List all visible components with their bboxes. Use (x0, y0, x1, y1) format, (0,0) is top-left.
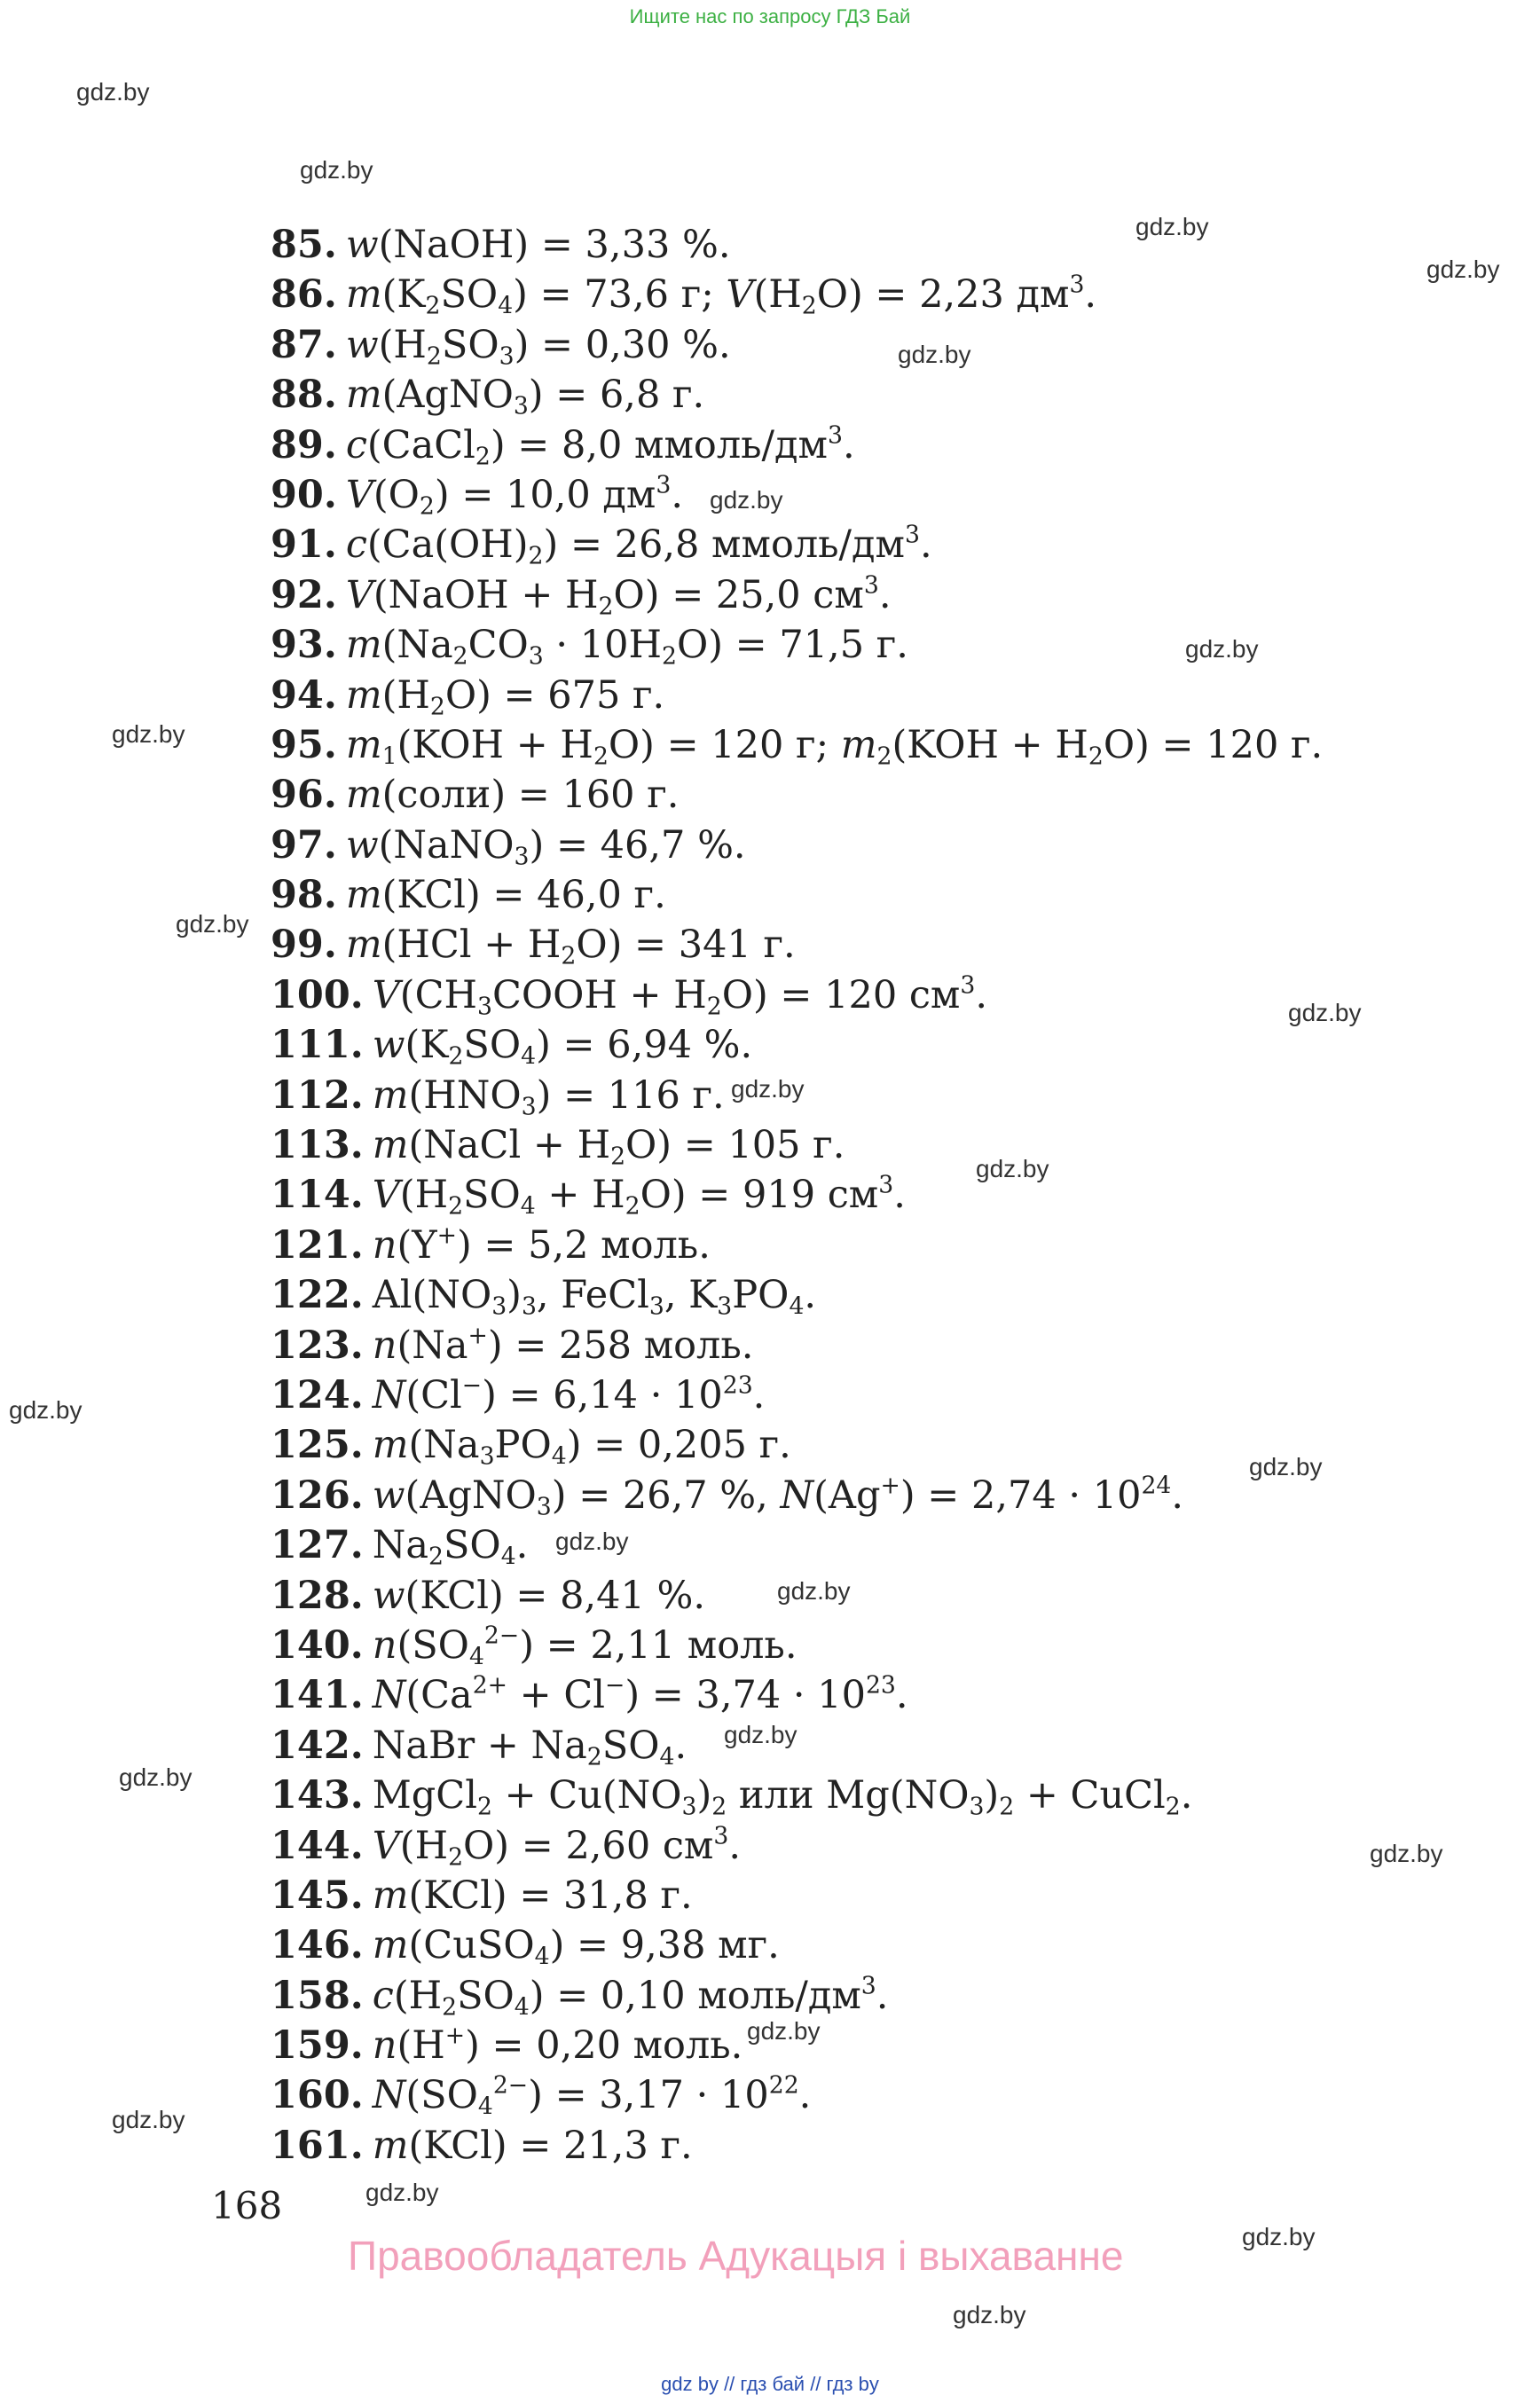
answer-number: 128. (271, 1573, 364, 1618)
watermark: gdz.by (112, 2106, 185, 2133)
answer-text: c(CaCl$_2$) = 8,0 ммоль/$дм^3$. (345, 421, 855, 471)
watermark: gdz.by (1242, 2223, 1316, 2250)
watermark: gdz.by (731, 1075, 805, 1103)
answer-number: 158. (271, 1973, 364, 2018)
answer-text: $m(Na_3PO_4) = 0,205$ г. (372, 1423, 791, 1471)
answer-text: m(CuSO$_4$) = 9,38 мг. (372, 1923, 780, 1971)
watermark: gdz.by (898, 341, 971, 368)
watermark: gdz.by (1370, 1840, 1443, 1867)
answer-text: $Al(NO_3)_3$, FeCl$_3$, $K_3PO_4$. (372, 1273, 817, 1321)
answer-number: 85. (271, 223, 337, 267)
answer-text: $m(H_2O) = 675$ г. (345, 672, 665, 720)
answer-item (271, 770, 1323, 820)
answer-text: $Na_2SO_4$. (372, 1523, 529, 1571)
answer-number: 126. (271, 1472, 364, 1518)
answer-item (271, 720, 1323, 770)
answer-text: $m(HCl + H_2O) = 341$ г. (345, 923, 796, 970)
answer-list (271, 220, 1323, 2171)
watermark: gdz.by (1426, 255, 1500, 283)
answer-item (271, 1471, 1323, 1520)
answer-number: 112. (271, 1072, 364, 1118)
footer-links[interactable]: gdz by // гдз бай // гдз by (661, 2373, 879, 2395)
answer-text: $c(H_2SO_4) = 0,10$ моль/$дм^3$. (372, 1972, 889, 2022)
watermark: gdz.by (747, 2017, 821, 2045)
answer-item (271, 671, 1323, 720)
answer-text: $n(SO_4^{2-}) = 2,11$ моль. (372, 1622, 798, 1671)
answer-item (271, 1270, 1323, 1320)
answer-number: 99. (271, 923, 337, 968)
answer-number: 91. (271, 522, 337, 568)
answer-item (271, 2021, 1323, 2070)
page-number: 168 (211, 2184, 283, 2227)
answer-number: 160. (271, 2073, 364, 2118)
answer-number: 121. (271, 1222, 364, 1268)
answer-item (271, 1571, 1323, 1621)
answer-number: 143. (271, 1773, 364, 1818)
answer-number: 142. (271, 1723, 364, 1768)
answer-item (271, 821, 1323, 870)
answer-text: MgCl$_2$ + $Cu(NO_3)_2$ или $Mg(NO_3)_2$ + CuCl$_2$. (372, 1773, 1193, 1821)
answer-item (271, 1170, 1323, 1220)
watermark: gdz.by (1249, 1453, 1323, 1480)
answer-text: m(AgNO$_3$) = 6,8 г. (345, 373, 705, 420)
watermark: gdz.by (710, 486, 783, 514)
top-banner[interactable]: Ищите нас по запросу ГДЗ Бай (629, 5, 911, 27)
answer-text: NaBr + $Na_2SO_4$. (372, 1723, 688, 1771)
answer-text: w(NaNO$_3$) = 46,7 %. (345, 822, 746, 871)
answer-number: 94. (271, 672, 337, 718)
answer-item (271, 420, 1323, 470)
answer-item (271, 1821, 1323, 1871)
answer-number: 146. (271, 1923, 364, 1968)
watermark: gdz.by (9, 1396, 82, 1424)
answer-item (271, 1920, 1323, 1970)
answer-item (271, 370, 1323, 420)
answer-number: 159. (271, 2023, 364, 2069)
answer-text: m(KCl) = 21,3 г. (372, 2123, 693, 2168)
answer-text: m(KCl) = 46,0 г. (345, 873, 666, 918)
watermark: gdz.by (953, 2301, 1026, 2328)
answer-number: 161. (271, 2123, 364, 2168)
answer-text: $V(H_2SO_4 + H_2O) = 919$ $см^3$. (372, 1171, 906, 1221)
answer-text: m(соли) = 160 г. (345, 773, 680, 818)
answer-item (271, 2121, 1323, 2171)
answer-item (271, 1221, 1323, 1270)
answer-text: w(NaOH) = 3,33 %. (345, 223, 731, 267)
answer-number: 90. (271, 472, 337, 517)
answer-number: 114. (271, 1173, 364, 1218)
answer-number: 92. (271, 572, 337, 617)
watermark: gdz.by (112, 720, 185, 748)
answer-text: m(KCl) = 31,8 г. (372, 1873, 693, 1918)
answer-text: $m(HNO_3) = 116$ г. (372, 1072, 725, 1121)
answer-text: m(NaCl + $H_2O) = 105$ г. (372, 1123, 845, 1171)
answer-number: 122. (271, 1273, 364, 1318)
answer-item (271, 1871, 1323, 1920)
answer-item (271, 970, 1323, 1020)
answer-number: 123. (271, 1323, 364, 1368)
answer-item (271, 520, 1323, 569)
answer-item (271, 1670, 1323, 1720)
watermark: gdz.by (300, 156, 373, 184)
answer-text: $w(K_2SO_4) = 6,94$ %. (372, 1023, 753, 1071)
answer-number: 95. (271, 722, 337, 767)
answer-item (271, 1721, 1323, 1771)
answer-item (271, 2070, 1323, 2120)
answer-number: 100. (271, 972, 364, 1017)
answer-item (271, 1321, 1323, 1370)
answer-text: w(AgNO$_3$) = 26,7 %, $N(Ag^+) = 2,74 \cdot 10^{24}$. (372, 1472, 1184, 1521)
answer-number: 96. (271, 773, 337, 818)
answer-text: $V(O_2) = 10,0$ $дм^3$. (345, 471, 683, 521)
watermark: gdz.by (76, 78, 150, 106)
answer-text: n(H+) = 0,20 моль. (372, 2022, 743, 2069)
answer-text: n(Na+) = 258 моль. (372, 1322, 754, 1368)
answer-text: $V(H_2O) = 2,60$ $см^3$. (372, 1821, 742, 1871)
answer-text: $m(Na_2CO_3 \cdot 10H_2O) = 71,5$ г. (345, 623, 908, 671)
answer-item (271, 320, 1323, 370)
answer-item (271, 1621, 1323, 1670)
watermark: gdz.by (976, 1155, 1049, 1182)
answer-item (271, 570, 1323, 620)
answer-item (271, 620, 1323, 670)
answer-text: $N(SO_4^{2-}) = 3,17 \cdot 10^{22}$. (372, 2071, 812, 2121)
answer-text: $m(K_2SO_4) = 73,6$ г; $V(H_2O) = 2,23$ $дм^3$. (345, 271, 1097, 320)
answer-number: 144. (271, 1823, 364, 1868)
answer-number: 111. (271, 1023, 364, 1068)
answer-number: 88. (271, 373, 337, 418)
watermark: gdz.by (365, 2179, 439, 2206)
answer-number: 145. (271, 1873, 364, 1918)
answer-number: 87. (271, 322, 337, 367)
answer-item (271, 1020, 1323, 1070)
answer-item (271, 1370, 1323, 1420)
answer-item (271, 1120, 1323, 1170)
answer-number: 140. (271, 1622, 364, 1668)
answer-text: $N(Cl^-) = 6,14 \cdot 10^{23}$. (372, 1371, 766, 1417)
watermark: gdz.by (1288, 999, 1362, 1026)
answer-item (271, 270, 1323, 319)
answer-item (271, 1771, 1323, 1820)
answer-number: 89. (271, 422, 337, 467)
answer-text: V(NaOH + $H_2O) = 25,0$ $см^3$. (345, 571, 892, 621)
answer-number: 124. (271, 1372, 364, 1417)
watermark: gdz.by (777, 1577, 851, 1605)
answer-item (271, 920, 1323, 970)
rights-holder-text: Правообладатель Адукацыя і выхаванне (348, 2233, 1124, 2279)
answer-text: $N(Ca^{2+} + Cl^-) = 3,74 \cdot 10^{23}$. (372, 1671, 908, 1718)
answer-text: $V(CH_3COOH + H_2O) = 120$ $см^3$. (372, 971, 988, 1021)
answer-number: 97. (271, 822, 337, 868)
answer-text: $m_1(KOH + H_2O) = 120$ г; $m_2(KOH + H_2O) = 120$ г. (345, 722, 1324, 771)
answer-item (271, 1520, 1323, 1570)
answer-text: $w(H_2SO_3) = 0,30$ %. (345, 322, 731, 371)
answer-text: n(Y+) = 5,2 моль. (372, 1221, 711, 1268)
answer-number: 113. (271, 1123, 364, 1168)
answer-number: 93. (271, 623, 337, 668)
answer-item (271, 1420, 1323, 1470)
watermark: gdz.by (724, 1721, 798, 1748)
answer-item (271, 220, 1323, 270)
answer-number: 141. (271, 1673, 364, 1718)
answer-number: 98. (271, 873, 337, 918)
answer-item (271, 470, 1323, 520)
watermark: gdz.by (1135, 213, 1209, 240)
watermark: gdz.by (176, 910, 249, 938)
answer-number: 125. (271, 1423, 364, 1468)
answer-number: 127. (271, 1523, 364, 1568)
answer-item (271, 1071, 1323, 1120)
watermark: gdz.by (119, 1763, 192, 1791)
answer-text: $c(Ca(OH)_2) = 26,8$ ммоль/$дм^3$. (345, 521, 932, 570)
watermark: gdz.by (555, 1527, 629, 1555)
answer-number: 86. (271, 272, 337, 318)
answer-item (271, 1971, 1323, 2021)
watermark: gdz.by (1185, 635, 1259, 663)
answer-item (271, 870, 1323, 920)
answer-text: w(KCl) = 8,41 %. (372, 1573, 706, 1618)
